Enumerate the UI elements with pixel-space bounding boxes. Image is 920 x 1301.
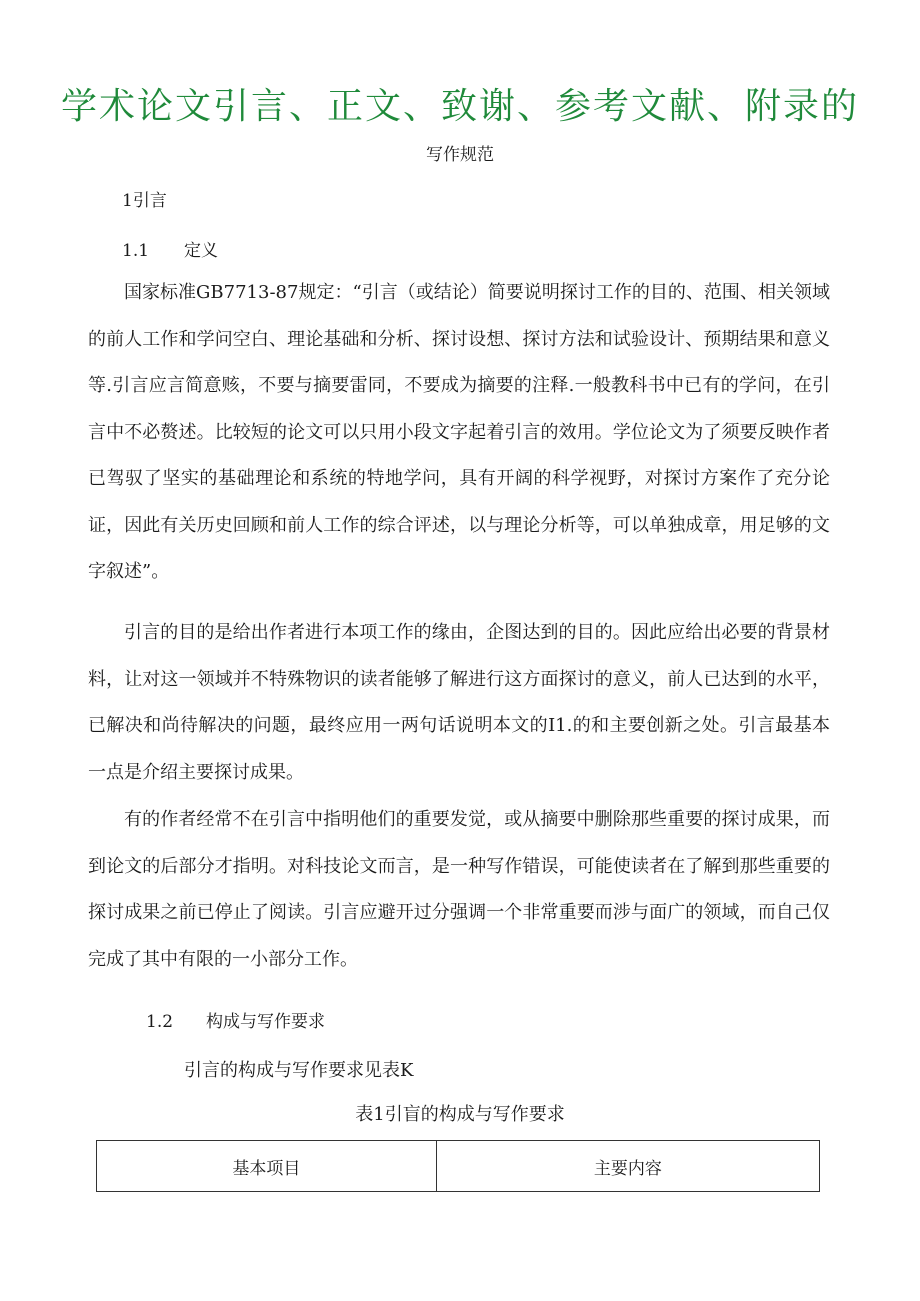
table-header-row [97,1141,820,1192]
section-1-1-title: 定义 [184,241,218,261]
section-1-title: 引言 [132,191,167,211]
table-intro-text: 引言的构成与写作要求见表K [184,1060,414,1081]
table-header-main-content: 主要内容 [436,1141,819,1192]
table-header-basic-item: 基本项目 [97,1141,437,1192]
section-1-2-title: 构成与写作要求 [206,1012,325,1032]
section-1-1-heading [122,236,218,261]
table-caption: 表1引盲的构成与写作要求 [355,1104,565,1125]
requirements-table [96,1140,820,1192]
document-subtitle: 写作规范 [426,145,494,165]
section-1-2-number: 1.2 [146,1012,174,1032]
paragraph-purpose: 引言的目的是给出作者进行本项工作的缘由，企图达到的目的。因此应给出必要的背景材料，让对这一领域并不特殊物识的读者能够了解进行这方面探讨的意义，前人已达到的水平，已解决和尚待解决的问题，最终应用一两句话说明本文的I1.的和主要创新之处。引言最基本一点是介绍主要探讨成果。 [88,622,830,783]
paragraph-definition: 国家标准GB7713-87规定：“引言（或结论）简要说明探讨工作的目的、范围、相关领域的前人工作和学问空白、理论基础和分析、探讨设想、探讨方法和试验设计、预期结果和意义等.引言应言简意赅，不要与摘要雷同，不要成为摘要的注释.一般教科书中已有的学问，在引言中不必赘述。比较短的论文可以只用小段文字起着引言的效用。学位论文为了须要反映作者已驾驭了坚实的基础理论和系统的特地学问，具有开阔的科学视野，对探讨方案作了充分论证，因此有关历史回顾和前人工作的综合评述，以与理论分析等，可以单独成章，用足够的文字叙述”。 [88,282,830,582]
document-title: 学术论文引言、正文、致谢、参考文献、附录的 [60,86,859,127]
section-1-number: 1 [122,191,133,211]
section-1-1-number: 1.1 [122,241,150,261]
section-1-heading [122,186,167,211]
paragraph-common-errors: 有的作者经常不在引言中指明他们的重要发觉，或从摘要中删除那些重要的探讨成果，而到论文的后部分才指明。对科技论文而言，是一种写作错误，可能使读者在了解到那些重要的探讨成果之前已停止了阅读。引言应避开过分强调一个非常重要而涉与面广的领域，而自己仅完成了其中有限的一小部分工作。 [88,809,830,970]
section-1-2-heading [146,1007,325,1032]
